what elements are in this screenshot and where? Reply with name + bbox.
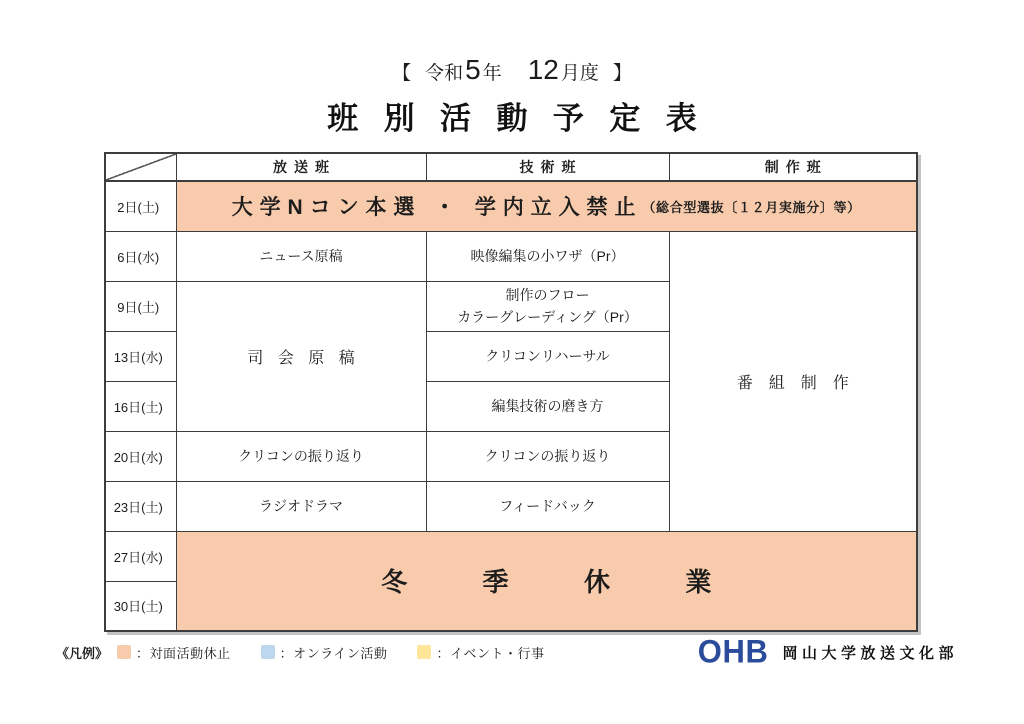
era-year: 5 — [465, 54, 481, 85]
orange-swatch-icon — [117, 645, 131, 659]
legend-item-suspended — [117, 643, 231, 662]
production-span-cell: 番組制作 — [669, 231, 917, 531]
date-cell: 6日(水) — [105, 231, 176, 281]
date-cell: 20日(水) — [105, 431, 176, 481]
yellow-swatch-icon — [417, 645, 431, 659]
legend-label: ：イベント・行事 — [436, 645, 545, 661]
winter-break-banner-cell — [176, 531, 917, 631]
date-cell: 30日(土) — [105, 581, 176, 631]
row-dec2 — [105, 181, 917, 231]
activity-cell-tech: クリコンの振り返り — [426, 431, 669, 481]
legend-item-online — [261, 643, 388, 662]
row-dec6 — [105, 231, 917, 281]
blue-swatch-icon — [261, 645, 275, 659]
bracket-close: 】 — [612, 63, 632, 84]
tech-line-2: カラーグレーディング（Pr） — [457, 309, 638, 325]
date-cell: 2日(土) — [105, 181, 176, 231]
event-banner-cell — [176, 181, 917, 231]
activity-cell-tech: 編集技術の磨き方 — [426, 381, 669, 431]
col-header-broadcast: 放送班 — [176, 153, 426, 181]
month-unit: 月度 — [560, 63, 599, 84]
col-header-production: 制作班 — [669, 153, 917, 181]
legend — [56, 643, 575, 661]
date-cell: 9日(土) — [105, 281, 176, 331]
date-cell: 27日(水) — [105, 531, 176, 581]
schedule-table — [104, 152, 918, 632]
tech-line-1: 制作のフロー — [505, 286, 590, 303]
header-row — [105, 153, 917, 181]
activity-cell-tech: クリコンリハーサル — [426, 331, 669, 381]
era-month-title — [0, 54, 1024, 86]
activity-cell-broadcast: クリコンの振り返り — [176, 431, 426, 481]
era-year-unit: 年 — [482, 63, 502, 84]
activity-cell-broadcast: ラジオドラマ — [176, 481, 426, 531]
activity-cell-tech: 映像編集の小ワザ（Pr） — [426, 231, 669, 281]
activity-cell-tech: フィードバック — [426, 481, 669, 531]
footer-brand — [698, 630, 958, 674]
event-main-text: 大学Nコン本選 ・ 学内立入禁止 — [231, 196, 643, 220]
winter-break-text: 冬季休業 — [381, 567, 787, 598]
page-title: 班別活動予定表 — [327, 101, 723, 136]
legend-title: 《凡例》 — [56, 645, 109, 661]
event-note-text: （総合型選抜〔１２月実施分〕等） — [642, 200, 861, 216]
date-cell: 16日(土) — [105, 381, 176, 431]
bracket-open: 【 — [392, 63, 412, 84]
date-cell: 23日(土) — [105, 481, 176, 531]
era-label: 令和 — [425, 63, 464, 84]
organization-name: 岡山大学放送文化部 — [782, 644, 958, 662]
date-cell: 13日(水) — [105, 331, 176, 381]
row-dec27 — [105, 531, 917, 581]
activity-cell-tech — [426, 281, 669, 331]
month-number: 12 — [527, 54, 559, 85]
col-header-tech: 技術班 — [426, 153, 669, 181]
legend-item-event — [417, 643, 544, 662]
ohb-logo: OHB — [697, 633, 769, 670]
legend-label: ：対面活動休止 — [136, 645, 231, 661]
legend-label: ：オンライン活動 — [279, 645, 388, 661]
broadcast-span-cell: 司会原稿 — [176, 281, 426, 431]
corner-cell — [105, 153, 176, 181]
activity-cell-broadcast: ニュース原稿 — [176, 231, 426, 281]
